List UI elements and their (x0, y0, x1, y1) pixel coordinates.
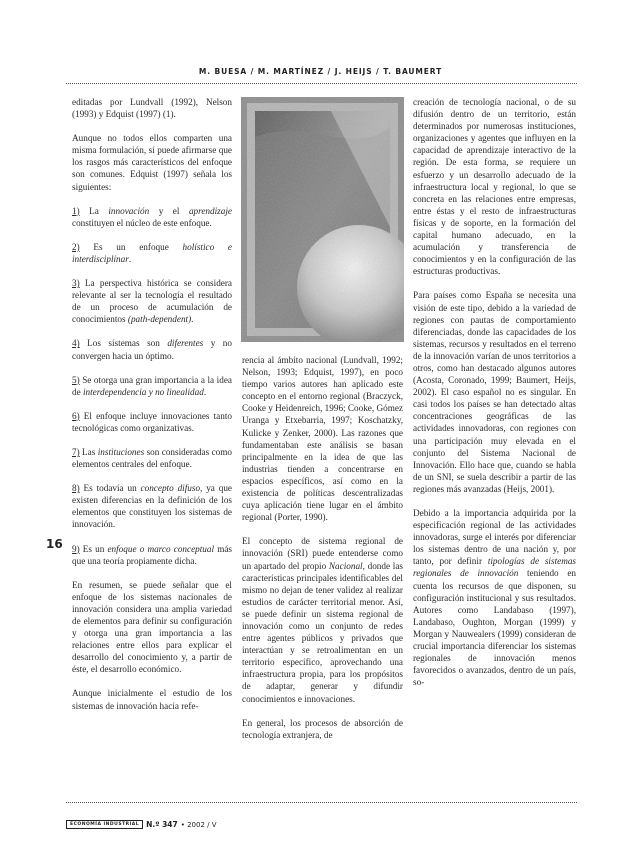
item-emphasis: aprendizaje (188, 205, 232, 216)
list-item (72, 374, 232, 398)
item-number: 9) (72, 543, 80, 554)
item-text: Los sistemas son (79, 338, 168, 349)
item-text: , ya que existen diferencias en la definición de los elementos que constituyen los sistemas de innovación. (72, 483, 233, 530)
item-text: más que una teoría propiamente dicha. (72, 543, 232, 566)
item-number: 1) (72, 205, 80, 216)
paragraph: editadas por Lundvall (1992), Nelson (1993) y Edquist (1997) (1). (72, 97, 232, 120)
paragraph-text: , donde las características principales identificables del mismo no dejan de tener validez al realizar estudios de carácter territorial menor. Así, se puede definir un sistema regional de innovación como un conjunto de redes entre agentes públicos y privados que interactúan y se retroalimentan en un territorio específico, aprovechando una infraestructura propia, para los propósitos de adaptar, generar y difundir conocimientos e innovaciones. (242, 560, 403, 704)
list-item (72, 337, 232, 361)
item-text: La perspectiva histórica se considera relevante al ser la tecnología el resultado de un proceso de acumulación de conocimientos (72, 278, 232, 325)
item-number: 6) (72, 410, 80, 421)
journal-name: ECONOMÍA INDUSTRIAL (66, 820, 143, 829)
text-column-2 (242, 354, 403, 753)
header-rule (66, 83, 577, 84)
item-text: constituyen el núcleo de este enfoque. (72, 217, 212, 228)
page-number: 16 (46, 537, 63, 551)
item-emphasis: instituciones (97, 446, 145, 457)
item-number: 8) (72, 483, 80, 494)
list-item (72, 205, 232, 229)
item-emphasis: diferentes (167, 338, 204, 349)
paragraph: En general, los procesos de absorción de tecnología extranjera, de (242, 717, 403, 740)
item-text: Las (79, 446, 98, 457)
item-text: Es un (79, 543, 108, 554)
text-column-1 (72, 96, 232, 724)
paragraph: En resumen, se puede señalar que el enfoque de los sistemas nacionales de innovación considera una amplia variedad de elementos para definir su configuración y otorga una gran importancia a las relaciones entre ellos para explicar el desarrollo del conocimiento y, a partir de éste, el desarrollo económico. (72, 579, 232, 675)
paragraph: Para países como España se necesita una visión de este tipo, debido a la variedad de regiones con pautas de comportamiento diferenciadas, donde las capacidades de los sistemas, recursos y resultados en el terreno de la innovación varían de unos territorios a otros, como han destacado algunos autores (Acosta, Coronado, 1999; Baumert, Heijs, 2002). El caso español no es singular. En casi todos los países se han detectado altas concentraciones geográficas de las actividades innovadoras, con regiones con una participación muy elevada en el conjunto del Sistema Nacional de Innovación. Ello hace que, cuando se habla de un SNI, se suela describir a partir de las regiones más avanzadas (Heijs, 2001). (413, 290, 576, 494)
item-text: y el (149, 205, 189, 216)
list-item (72, 277, 232, 325)
item-text: . (203, 386, 207, 397)
item-number: 5) (72, 374, 80, 385)
paragraph-emphasis: Nacional (328, 560, 363, 571)
paragraph: creación de tecnología nacional, o de su difusión dentro de un territorio, están determinados por numerosas instituciones, organizaciones y agentes que influyen en la capacidad de aprendizaje interactivo de la región. De esta forma, se requiere un esfuerzo y un desarrollo adecuado de la infraestructura local y regional, lo que se concreta en las relaciones entre empresas, entre éstas y el resto de infraestructuras físicas y de soporte, en la formación del capital humano adecuado, en la acumulación y transferencia de conocimientos y en la configuración de las estructuras productivas. (413, 97, 576, 277)
decorative-figure (241, 97, 404, 342)
item-text: Se otorga una gran importancia a la idea de (72, 374, 232, 397)
list-item (72, 410, 232, 434)
paragraph-text: teniendo en cuenta los recursos de que disponen, su configuración institucional y sus resultados. Autores como Landabaso (1997), Landabaso, Oughton, Morgan (1999) y Morgan y Nauwealers (1999) consideran de crucial importancia diferenciar los sistemas regionales de innovación menos favorecidos o avanzados, dentro de un país, so- (413, 568, 576, 688)
item-number: 4) (72, 338, 80, 349)
item-emphasis: (path-dependent) (127, 314, 192, 325)
item-emphasis: holístico e interdisciplinar (72, 241, 232, 264)
paragraph (413, 507, 576, 688)
footer (66, 820, 217, 829)
item-text: . (191, 314, 194, 325)
paragraph-emphasis: tipologías de sistemas regionales de innovación (413, 556, 576, 579)
item-text: Es un enfoque (79, 241, 183, 252)
item-emphasis: concepto difuso (140, 483, 201, 494)
footer-rule (66, 802, 577, 803)
text-column-3 (413, 96, 576, 700)
paragraph-text: Debido a la importancia adquirida por la especificación regional de las actividades innovadoras, surge el interés por diferenciar los sistemas dentro de una nación y, por tanto, por definir (413, 508, 576, 567)
list-item (72, 543, 232, 567)
item-text: El enfoque incluye innovaciones tanto tecnológicas como organizativas. (72, 410, 232, 433)
item-emphasis: interdependencia y no linealidad (82, 386, 204, 397)
paragraph-text: El concepto de sistema regional de innovación (SRI) puede entenderse como un apartado del propio (242, 536, 403, 571)
list-item (72, 446, 232, 470)
issue-year: • 2002 / V (180, 820, 217, 829)
list-item (72, 241, 232, 265)
item-text: son consideradas como elementos centrales del enfoque. (72, 446, 233, 470)
item-number: 7) (72, 446, 80, 457)
item-text: y no convergen hacia un óptimo. (72, 338, 232, 361)
item-emphasis: innovación (108, 205, 150, 216)
item-text: La (79, 205, 109, 216)
paragraph (242, 535, 403, 704)
item-text: . (128, 253, 132, 264)
paragraph: Aunque inicialmente el estudio de los sistemas de innovación hacía refe- (72, 688, 232, 711)
paragraph: Aunque no todos ellos comparten una misma formulación, sí puede afirmarse que los rasgos más característicos del enfoque son comunes. Edquist (1997) señala los siguientes: (72, 133, 232, 192)
running-header: M. BUESA / M. MARTÍNEZ / J. HEIJS / T. BAUMERT (198, 67, 443, 76)
item-text: Es todavía un (79, 483, 141, 494)
item-number: 3) (72, 278, 80, 289)
item-emphasis: enfoque o marco conceptual (107, 543, 215, 554)
paragraph: rencia al ámbito nacional (Lundvall, 1992; Nelson, 1993; Edquist, 1997), en poco tiempo varios autores han aplicado este concepto en el entorno regional (Braczyck, Cooke y Heidenreich, 1996; Cooke, Gómez Uranga y Etxebarria, 1997; Koschatzky, Kulicke y Zenker, 2000). Las razones que fundamentaban este análisis se basan principalmente en la idea de que las industrias tienden a concentrarse en espacios específicos, así como en la existencia de políticas descentralizadas cuya aplicación tiene lugar en el ámbito regional (Porter, 1990). (242, 355, 403, 523)
issue-number: N.º 347 (146, 820, 178, 829)
list-item (72, 482, 232, 530)
figure-grain (241, 97, 404, 342)
item-number: 2) (72, 241, 80, 252)
